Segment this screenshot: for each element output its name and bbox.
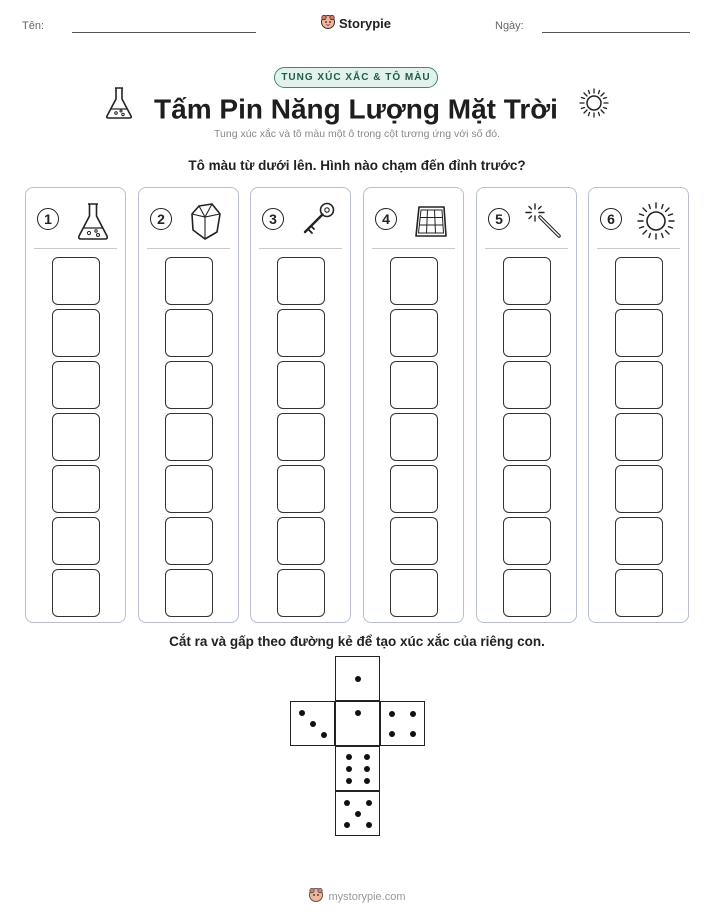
dice-pip xyxy=(410,711,416,717)
column-number: 5 xyxy=(488,208,510,230)
column-6 xyxy=(588,187,689,623)
column-number: 6 xyxy=(600,208,622,230)
coloring-instruction: Tô màu từ dưới lên. Hình nào chạm đến đỉnh trước? xyxy=(188,158,526,173)
key-icon xyxy=(297,200,339,242)
color-cell[interactable] xyxy=(615,569,663,617)
dice-pip xyxy=(355,710,361,716)
title-text: Tấm Pin Năng Lượng Mặt Trời xyxy=(154,93,558,125)
color-cell[interactable] xyxy=(165,361,213,409)
color-cell[interactable] xyxy=(615,517,663,565)
dice-face-5 xyxy=(335,791,380,836)
color-cell[interactable] xyxy=(277,517,325,565)
column-number: 1 xyxy=(37,208,59,230)
dice-pip xyxy=(355,676,361,682)
cell-stack xyxy=(615,257,663,621)
dice-pip xyxy=(364,778,370,784)
color-cell[interactable] xyxy=(52,465,100,513)
date-label: Ngày: xyxy=(495,20,524,32)
dice-pip xyxy=(310,721,316,727)
color-cell[interactable] xyxy=(390,465,438,513)
column-header xyxy=(147,196,230,249)
dice-face-3 xyxy=(290,701,335,746)
color-cell[interactable] xyxy=(52,517,100,565)
subtitle: Tung xúc xắc và tô màu một ô trong cột tương ứng với số đó. xyxy=(214,128,500,140)
color-cell[interactable] xyxy=(277,257,325,305)
color-cell[interactable] xyxy=(52,361,100,409)
cell-stack xyxy=(165,257,213,621)
dice-pip xyxy=(344,800,350,806)
color-cell[interactable] xyxy=(390,257,438,305)
column-5 xyxy=(476,187,577,623)
color-cell[interactable] xyxy=(52,257,100,305)
footer-url[interactable]: mystorypie.com xyxy=(328,890,406,903)
color-cell[interactable] xyxy=(52,309,100,357)
color-cell[interactable] xyxy=(503,569,551,617)
color-cell[interactable] xyxy=(52,413,100,461)
color-cell[interactable] xyxy=(615,257,663,305)
dice-pip xyxy=(346,778,352,784)
column-header xyxy=(34,196,117,249)
dice-pip xyxy=(299,710,305,716)
dice-pip xyxy=(364,754,370,760)
dice-pip xyxy=(364,766,370,772)
dice-pip xyxy=(366,800,372,806)
brand-logo xyxy=(320,14,391,33)
dice-face-4 xyxy=(380,701,425,746)
dice-face-1 xyxy=(335,656,380,701)
color-cell[interactable] xyxy=(503,361,551,409)
color-cell[interactable] xyxy=(503,257,551,305)
storypie-mascot-icon xyxy=(308,887,324,906)
dice-face-6 xyxy=(335,746,380,791)
dice-net xyxy=(290,656,425,836)
color-cell[interactable] xyxy=(503,465,551,513)
color-cell[interactable] xyxy=(390,361,438,409)
column-header xyxy=(372,196,455,249)
name-field[interactable] xyxy=(72,32,256,33)
color-cell[interactable] xyxy=(503,309,551,357)
color-cell[interactable] xyxy=(390,569,438,617)
flask-icon xyxy=(72,200,114,242)
color-cell[interactable] xyxy=(503,413,551,461)
crystal-icon xyxy=(185,200,227,242)
column-number: 2 xyxy=(150,208,172,230)
color-cell[interactable] xyxy=(165,465,213,513)
color-cell[interactable] xyxy=(165,413,213,461)
color-cell[interactable] xyxy=(165,517,213,565)
dice-pip xyxy=(346,754,352,760)
activity-badge: TUNG XÚC XẮC & TÔ MÀU xyxy=(274,67,438,88)
cell-stack xyxy=(503,257,551,621)
storypie-mascot-icon xyxy=(320,14,336,33)
cut-instruction: Cắt ra và gấp theo đường kẻ để tạo xúc xắc của riêng con. xyxy=(169,634,545,649)
color-cell[interactable] xyxy=(165,257,213,305)
color-cell[interactable] xyxy=(277,569,325,617)
dice-pip xyxy=(346,766,352,772)
dice-pip xyxy=(344,822,350,828)
footer xyxy=(0,887,714,906)
column-number: 3 xyxy=(262,208,284,230)
color-cell[interactable] xyxy=(165,309,213,357)
date-field[interactable] xyxy=(542,32,690,33)
color-cell[interactable] xyxy=(277,361,325,409)
dice-pip xyxy=(410,731,416,737)
cell-stack xyxy=(390,257,438,621)
color-cell[interactable] xyxy=(615,413,663,461)
column-header xyxy=(485,196,568,249)
color-cell[interactable] xyxy=(165,569,213,617)
column-header xyxy=(597,196,680,249)
dice-pip xyxy=(389,711,395,717)
color-cell[interactable] xyxy=(615,309,663,357)
color-cell[interactable] xyxy=(277,413,325,461)
column-1 xyxy=(25,187,126,623)
dice-face-1 xyxy=(335,701,380,746)
color-cell[interactable] xyxy=(52,569,100,617)
page-title xyxy=(0,86,714,130)
column-2 xyxy=(138,187,239,623)
title-sun-icon xyxy=(578,87,610,132)
column-4 xyxy=(363,187,464,623)
column-number: 4 xyxy=(375,208,397,230)
cell-stack xyxy=(52,257,100,621)
color-cell[interactable] xyxy=(390,309,438,357)
color-cell[interactable] xyxy=(390,517,438,565)
color-cell[interactable] xyxy=(615,361,663,409)
brand-name: Storypie xyxy=(339,16,392,31)
color-cell[interactable] xyxy=(277,465,325,513)
color-cell[interactable] xyxy=(503,517,551,565)
name-label: Tên: xyxy=(22,20,45,32)
dice-pip xyxy=(355,811,361,817)
cell-stack xyxy=(277,257,325,621)
column-header xyxy=(259,196,342,249)
solar-panel-icon xyxy=(410,200,452,242)
column-3 xyxy=(250,187,351,623)
color-cell[interactable] xyxy=(615,465,663,513)
color-cell[interactable] xyxy=(390,413,438,461)
color-cell[interactable] xyxy=(277,309,325,357)
sun-icon xyxy=(635,200,677,242)
dice-pip xyxy=(389,731,395,737)
dice-pip xyxy=(321,732,327,738)
dice-pip xyxy=(366,822,372,828)
title-flask-icon xyxy=(104,86,134,133)
magic-wand-icon xyxy=(523,200,565,242)
